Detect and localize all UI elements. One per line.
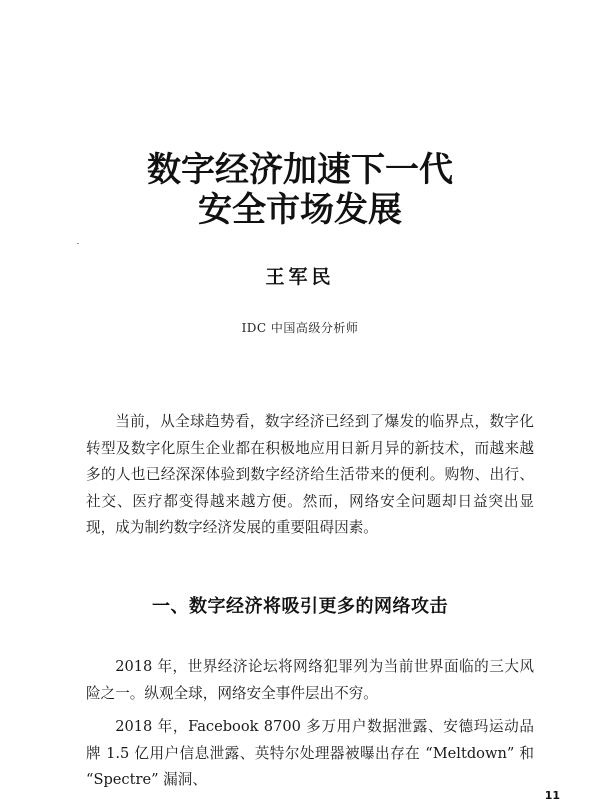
scan-speck: [77, 243, 79, 244]
article-title-line-2: 安全市场发展: [198, 190, 402, 230]
page-number: 11: [544, 789, 560, 802]
intro-paragraph: 当前，从全球趋势看，数字经济已经到了爆发的临界点，数字化转型及数字化原生企业都在积极地应用日新月异的新技术，而越来越多的人也已经深深体验到数字经济给生活带来的便利。购物、出行、社交、医疗都变得越来越方便。然而，网络安全问题却日益突出显现，成为制约数字经济发展的重要阻碍因素。: [86, 413, 534, 536]
author-name: 王军民: [265, 266, 335, 288]
section-paragraph-1: 2018 年，世界经济论坛将网络犯罪列为当前世界面临的三大风险之一。纵观全球，网络安全事件层出不穷。: [86, 658, 534, 702]
section-paragraph-2-block: [86, 714, 534, 794]
section-paragraph-2: 2018 年，Facebook 8700 多万用户数据泄露、安德玛运动品牌 1.5 亿用户信息泄露、英特尔处理器被曝出存在 “Meltdown” 和 “Spectre” 漏洞、: [86, 718, 534, 788]
article-title-line-1: 数字经济加速下一代: [147, 150, 453, 190]
section-paragraph-1-block: [86, 654, 534, 707]
section-heading: 一、数字经济将吸引更多的网络攻击: [152, 596, 448, 617]
author-affiliation: IDC 中国高级分析师: [241, 321, 359, 335]
intro-paragraph-block: [86, 409, 534, 542]
